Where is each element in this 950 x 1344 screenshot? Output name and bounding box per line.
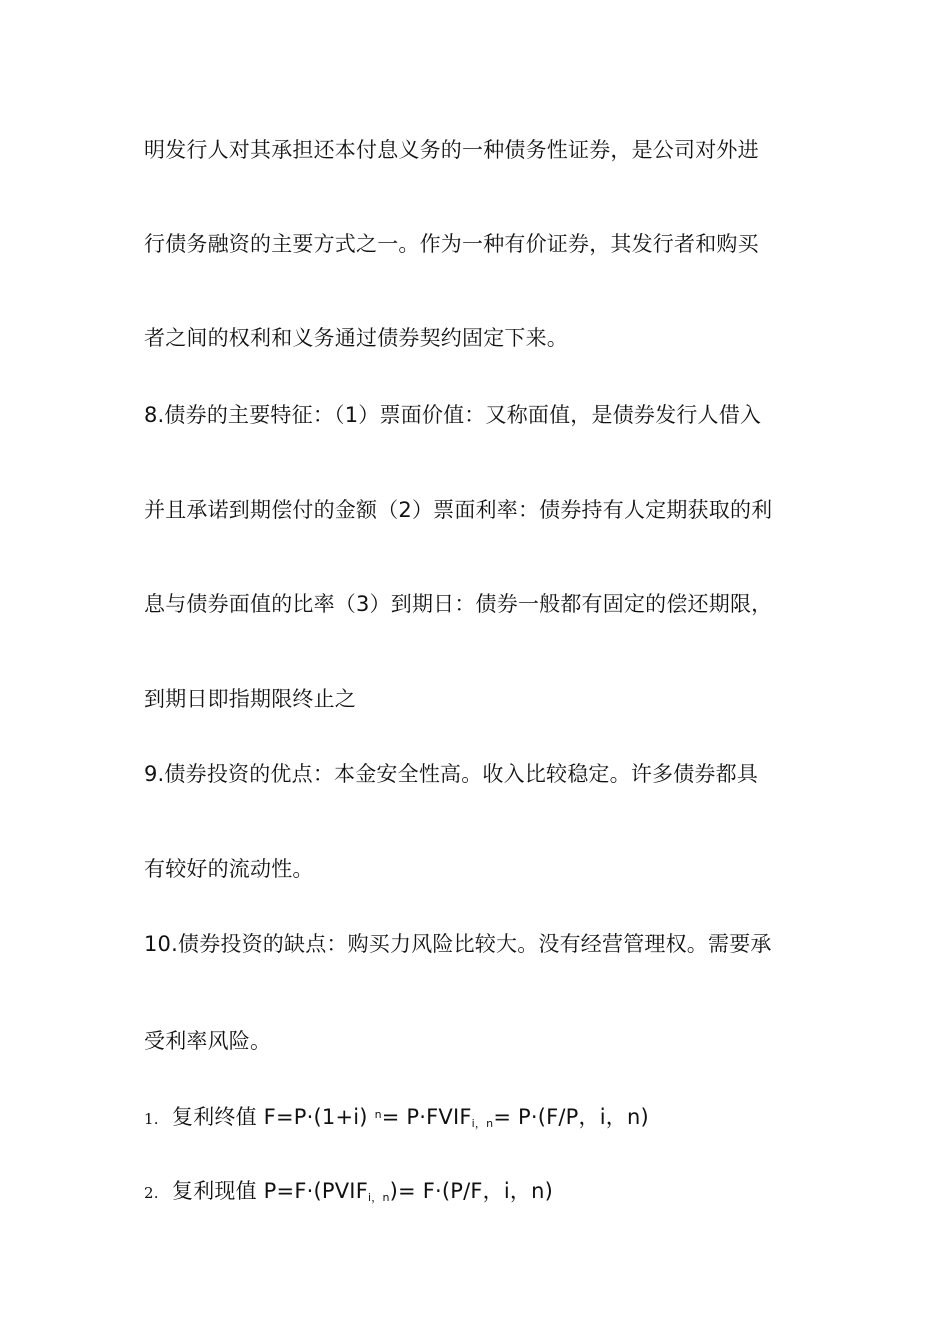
formula-text: = P·(F/P，i，n) xyxy=(493,1105,649,1129)
paragraph-10-line-1: 10.债券投资的缺点：购买力风险比较大。没有经营管理权。需要承 xyxy=(144,932,772,956)
paragraph-9-line-1: 9.债券投资的优点：本金安全性高。收入比较稳定。许多债券都具 xyxy=(144,762,759,786)
formula-text: = P·FVIF xyxy=(381,1105,472,1129)
paragraph-7-line-3: 者之间的权利和义务通过债券契约固定下来。 xyxy=(144,326,568,350)
formula-subscript: i，n xyxy=(471,1117,494,1130)
formula-text: 复利终值 F=P·(1+i) xyxy=(172,1105,368,1129)
paragraph-10-line-2: 受利率风险。 xyxy=(144,1029,272,1053)
paragraph-9-line-2: 有较好的流动性。 xyxy=(144,857,314,881)
formula-superscript: n xyxy=(374,1108,382,1121)
formula-subscript: i，n xyxy=(367,1191,390,1204)
formula-text: 复利现值 P=F·(PVIF xyxy=(172,1179,368,1203)
list-number: 2. xyxy=(144,1184,159,1202)
list-number: 1. xyxy=(144,1110,159,1128)
formula-text: )= F·(P/F，i，n) xyxy=(389,1179,553,1203)
paragraph-8-line-4: 到期日即指期限终止之 xyxy=(144,687,356,711)
paragraph-8-line-1: 8.债券的主要特征：（1）票面价值：又称面值，是债券发行人借入 xyxy=(144,403,762,427)
paragraph-8-line-3: 息与债券面值的比率（3）到期日：债券一般都有固定的偿还期限， xyxy=(144,592,773,616)
paragraph-7-line-2: 行债务融资的主要方式之一。作为一种有价证券，其发行者和购买 xyxy=(144,232,759,256)
paragraph-8-line-2: 并且承诺到期偿付的金额（2）票面利率：债券持有人定期获取的利 xyxy=(144,498,773,522)
formula-compound-future-value xyxy=(144,1102,649,1137)
formula-compound-present-value xyxy=(144,1178,553,1211)
paragraph-7-line-1: 明发行人对其承担还本付息义务的一种债务性证券，是公司对外进 xyxy=(144,138,759,162)
